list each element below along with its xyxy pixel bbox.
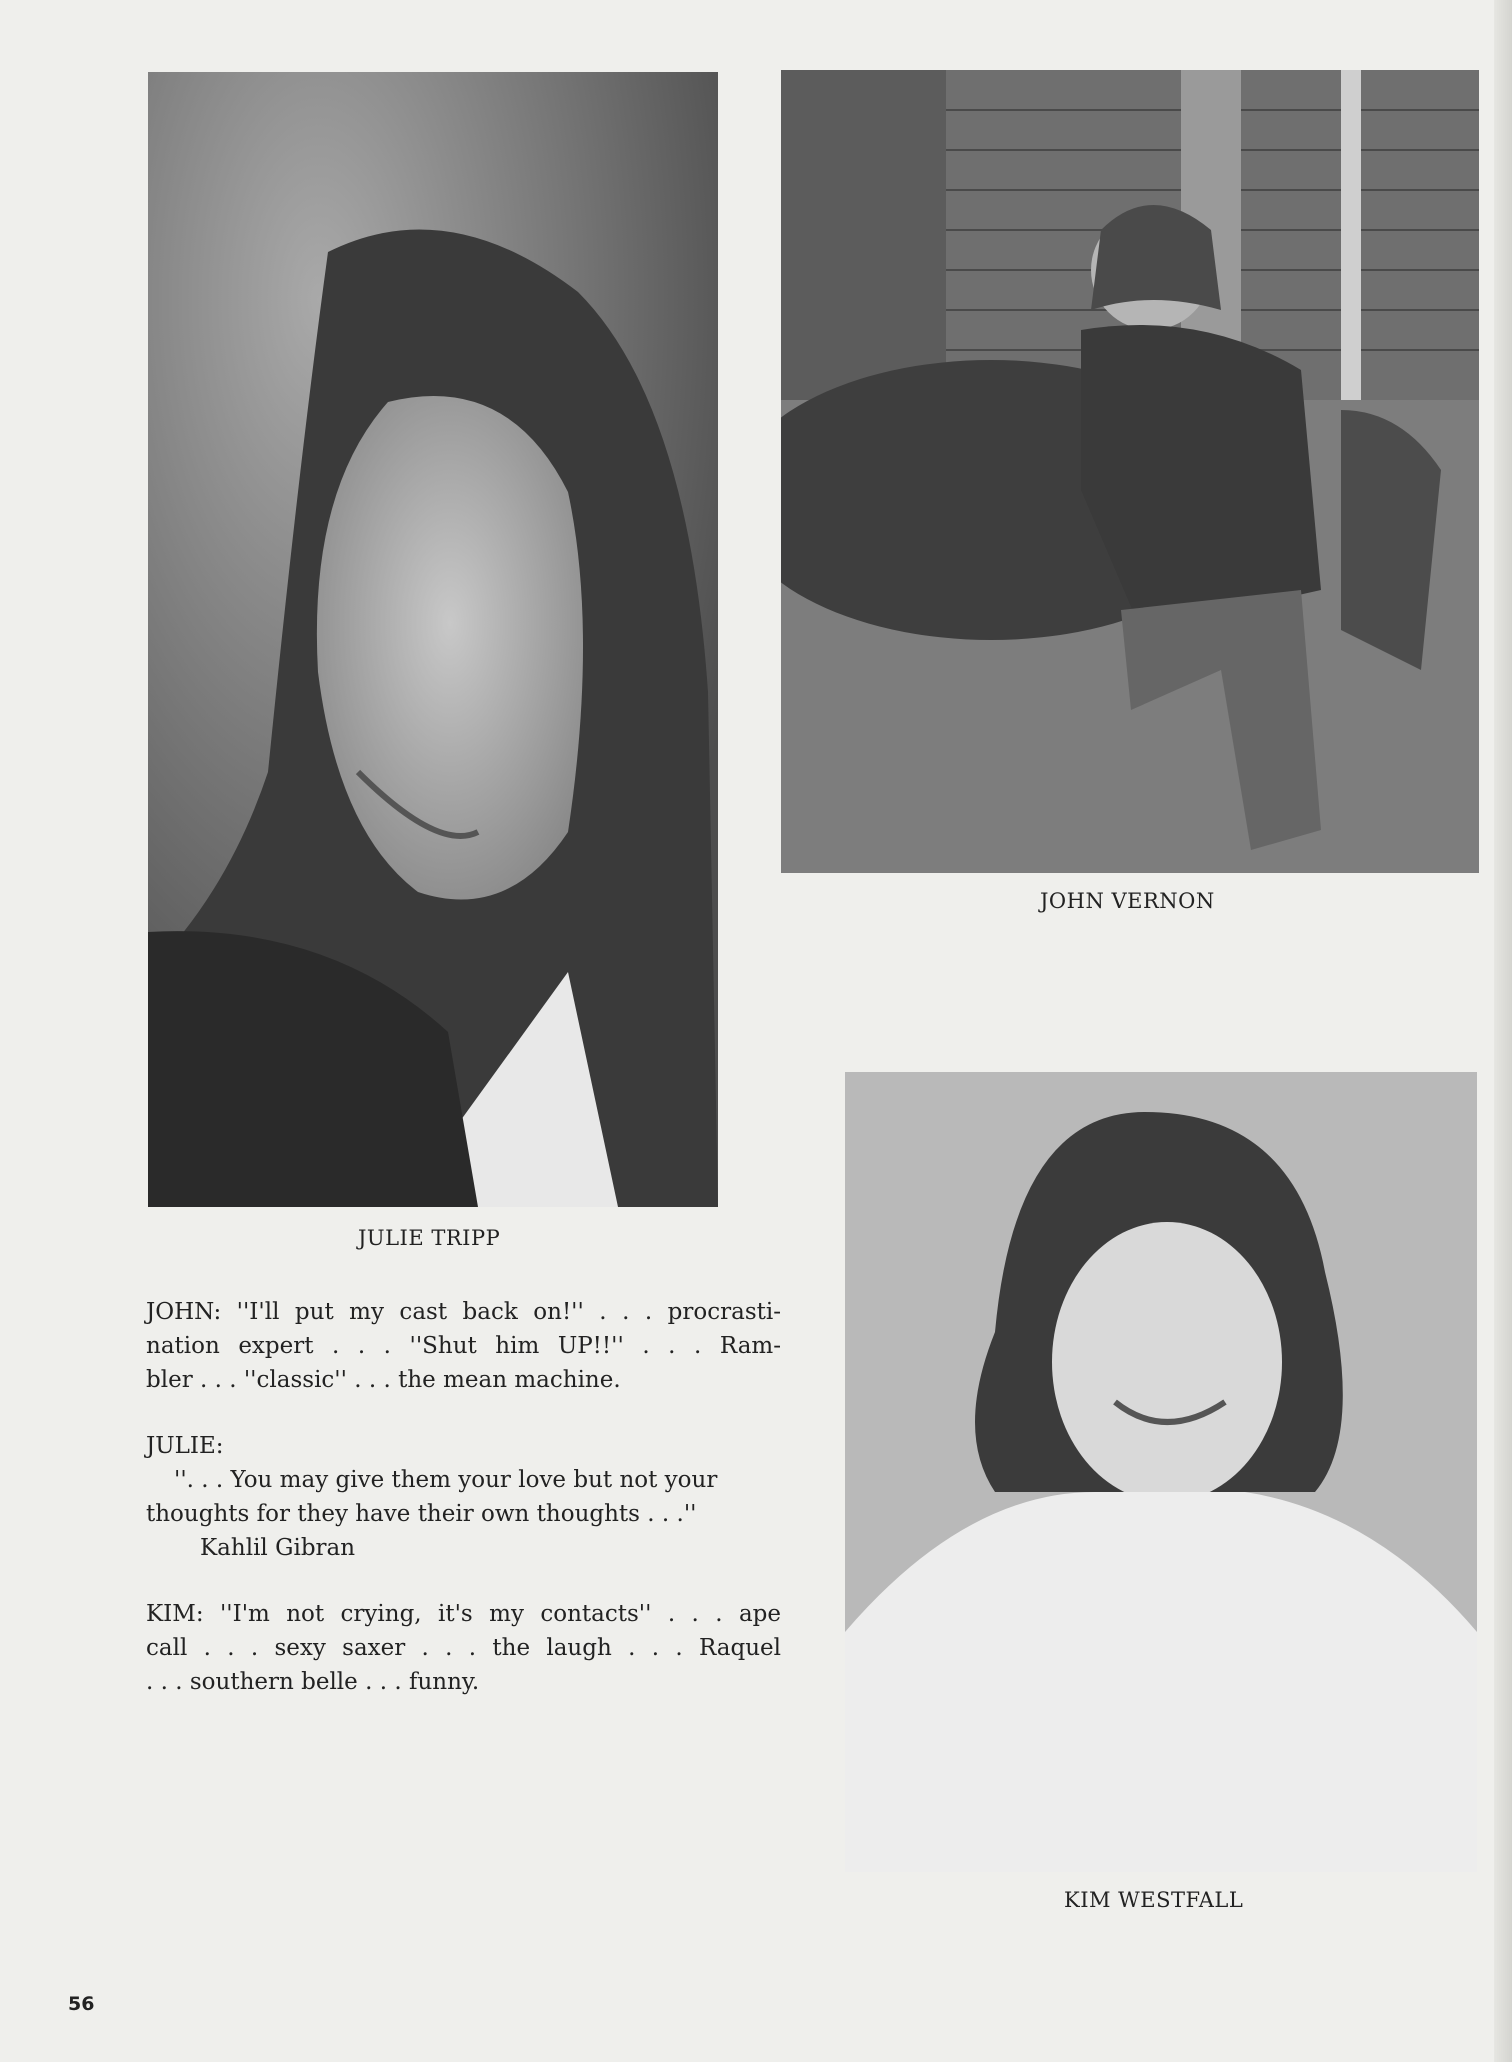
quote-line: JULIE: [146,1433,224,1459]
quote-line: . . . southern belle . . . funny. [146,1669,480,1695]
quote-line: call . . . sexy saxer . . . the laugh . . . Raquel [146,1635,781,1661]
julie-quote [146,1429,781,1565]
quote-line: nation expert . . . ''Shut him UP!!'' . . . Ram- [146,1333,781,1359]
kim-westfall-photo [845,1072,1477,1872]
julie-tripp-photo [148,72,718,1207]
kim-quote [146,1597,781,1699]
page-edge [1494,0,1512,2062]
page-number: 56 [68,1993,95,2015]
quote-attribution: Kahlil Gibran [200,1535,356,1561]
kim-westfall-caption: KIM WESTFALL [1064,1888,1244,1912]
quote-line: KIM: ''I'm not crying, it's my contacts'' . . . ape [146,1601,781,1627]
julie-tripp-caption: JULIE TRIPP [358,1226,501,1250]
quotes-block [146,1295,781,1731]
quote-line: thoughts for they have their own thoughts . . .'' [146,1501,697,1527]
john-vernon-photo [781,70,1479,873]
john-vernon-caption: JOHN VERNON [1040,889,1215,913]
quote-line: ''. . . You may give them your love but not your [174,1467,718,1493]
john-quote [146,1295,781,1397]
quote-line: JOHN: ''I'll put my cast back on!'' . . . procrasti- [146,1299,781,1325]
quote-line: bler . . . ''classic'' . . . the mean machine. [146,1367,621,1393]
